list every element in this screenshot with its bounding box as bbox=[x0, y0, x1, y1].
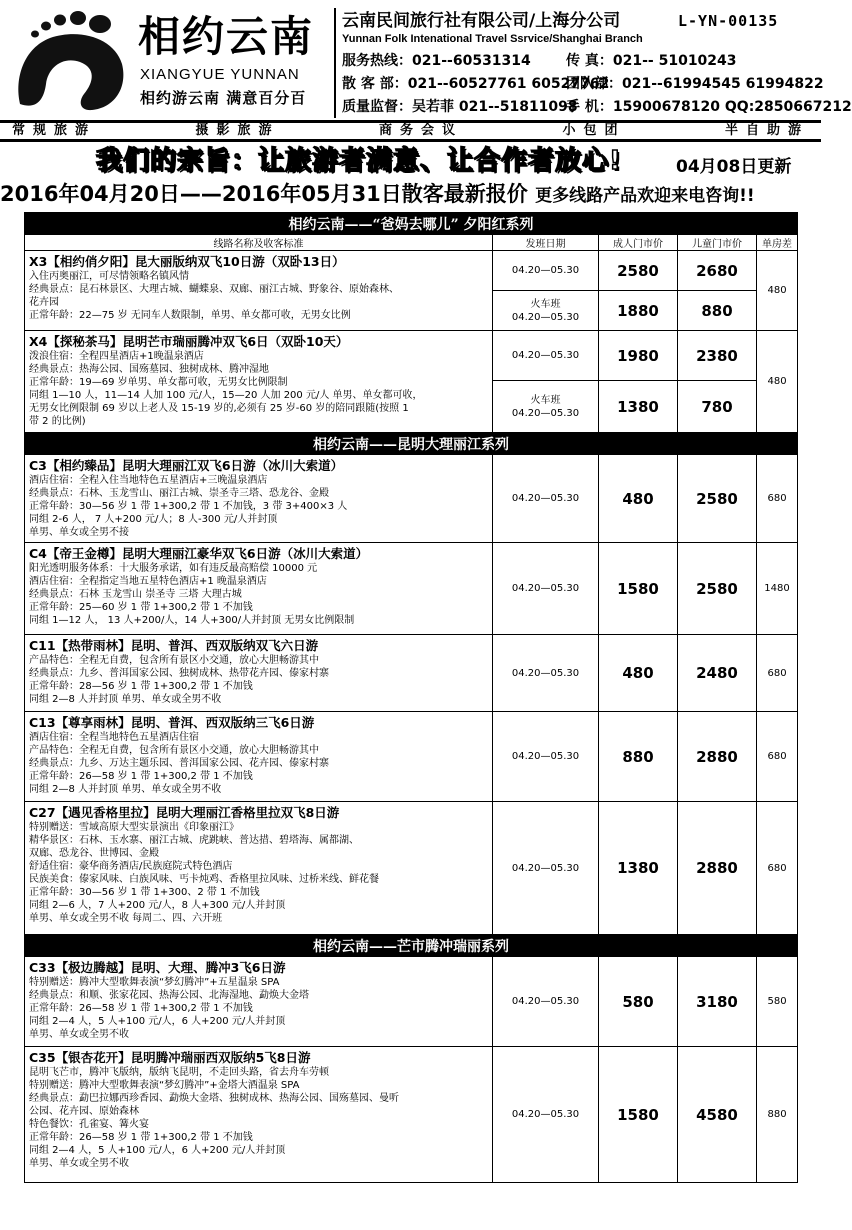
section-title: 相约云南——芒市腾冲瑞丽系列 bbox=[25, 935, 798, 957]
route-detail-line: 同组 1—10 人，11—14 人加 100 元/人，15—20 人加 200 元/人 单男、单女都可收， bbox=[29, 390, 423, 401]
service-item: 摄影旅游 bbox=[195, 123, 280, 138]
departure-date: 04.20—05.30 bbox=[493, 802, 599, 935]
route-detail-line: 单男、单女或全男不收 bbox=[29, 1158, 129, 1169]
route-description bbox=[25, 802, 493, 935]
route-row bbox=[25, 1047, 798, 1183]
child-price: 2880 bbox=[678, 712, 757, 802]
route-detail-line: 单男、单女或全男不接 bbox=[29, 527, 129, 538]
route-detail-line: 经典景点：热海公园、国殇墓园、独树成林、腾冲湿地 bbox=[29, 364, 269, 375]
services-bar bbox=[0, 120, 821, 142]
route-detail-line: 正常年龄：30—56 岁 1 带 1+300、2 带 1 不加钱 bbox=[29, 887, 260, 898]
route-detail-line: 正常年龄：19—69 岁单男、单女都可收，无男女比例限制 bbox=[29, 377, 288, 388]
child-price: 2880 bbox=[678, 802, 757, 935]
section-title: 相约云南——“爸妈去哪儿” 夕阳红系列 bbox=[25, 213, 798, 235]
departure-date: 04.20—05.30 bbox=[493, 455, 599, 543]
route-detail-line: 酒店住宿：全程指定当地五星特色酒店+1 晚温泉酒店 bbox=[29, 576, 267, 587]
adult-price: 1880 bbox=[599, 291, 678, 331]
route-detail-line: 双廊、恐龙谷、世博园、金殿 bbox=[29, 848, 159, 859]
header-divider bbox=[334, 8, 336, 118]
route-row bbox=[25, 635, 798, 712]
section-header-row bbox=[25, 213, 798, 235]
column-header: 单房差 bbox=[757, 235, 798, 251]
route-row bbox=[25, 712, 798, 802]
child-price: 3180 bbox=[678, 957, 757, 1047]
column-header: 成人门市价 bbox=[599, 235, 678, 251]
route-detail-line: 阳光透明服务体系：十大服务承诺，如有违反最高赔偿 10000 元 bbox=[29, 563, 318, 574]
update-date: 04月08日更新 bbox=[676, 157, 792, 177]
route-description bbox=[25, 1047, 493, 1183]
section-header-row bbox=[25, 935, 798, 957]
more-routes-note: 更多线路产品欢迎来电咨询!! bbox=[535, 186, 755, 206]
service-item: 小包团 bbox=[562, 123, 626, 138]
route-description bbox=[25, 251, 493, 331]
route-detail-line: 经典景点：九乡、普洱国家公园、独树成林、热带花卉园、傣家村寨 bbox=[29, 668, 329, 679]
route-detail-line: 同组 2-6 人， 7 人+200 元/人；8 人-300 元/人并封顶 bbox=[29, 514, 278, 525]
service-hotline: 服务热线：021--60531314 bbox=[342, 53, 531, 69]
route-description bbox=[25, 635, 493, 712]
route-detail-line: 精华景区：石林、玉水寨、丽江古城、虎跳峡、普达措、碧塔海、属都湖、 bbox=[29, 835, 359, 846]
service-item: 半自助游 bbox=[724, 123, 809, 138]
route-title: X4【探秘茶马】昆明芒市瑞丽腾冲双飞6日（双卧10天） bbox=[29, 334, 349, 349]
route-row bbox=[25, 957, 798, 1047]
route-title: X3【相约俏夕阳】昆大丽版纳双飞10日游（双卧13日） bbox=[29, 254, 345, 269]
route-description bbox=[25, 543, 493, 635]
single-supplement: 580 bbox=[757, 957, 798, 1047]
single-supplement: 480 bbox=[757, 251, 798, 331]
route-detail-line: 经典景点：勐巴拉娜西珍香园、勐焕大金塔、独树成林、热海公园、国殇墓园、曼听 bbox=[29, 1093, 399, 1104]
single-supplement: 1480 bbox=[757, 543, 798, 635]
route-detail-line: 正常年龄：25—60 岁 1 带 1+300,2 带 1 不加钱 bbox=[29, 602, 253, 613]
route-detail-line: 经典景点：和顺、张家花园、热海公园、北海湿地、勐焕大金塔 bbox=[29, 990, 309, 1001]
departure-date: 04.20—05.30 bbox=[493, 543, 599, 635]
route-detail-line: 产品特色：全程无自费，包含所有景区小交通，放心大胆畅游其中 bbox=[29, 745, 319, 756]
license-code: L-YN-00135 bbox=[678, 12, 779, 30]
route-detail-line: 无男女比例限制 69 岁以上老人及 15-19 岁的,必须有 25 岁-60 岁的陪同跟随(按照 1 bbox=[29, 403, 409, 414]
route-row bbox=[25, 455, 798, 543]
route-detail-line: 泼浪住宿：全程四星酒店+1晚温泉酒店 bbox=[29, 351, 204, 362]
route-detail-line: 单男、单女或全男不收 bbox=[29, 1029, 129, 1040]
price-period-text: 2016年04月20日——2016年05月31日散客最新报价 bbox=[0, 182, 528, 206]
departure-date: 04.20—05.30 bbox=[493, 957, 599, 1047]
section-title: 相约云南——昆明大理丽江系列 bbox=[25, 433, 798, 455]
adult-price: 580 bbox=[599, 957, 678, 1047]
adult-price: 1580 bbox=[599, 543, 678, 635]
column-header: 儿童门市价 bbox=[678, 235, 757, 251]
mobile-qq: 手 机：15900678120 QQ:2850667212 bbox=[566, 99, 852, 115]
motto: 我们的宗旨：让旅游者满意、让合作者放心! bbox=[96, 146, 622, 176]
route-title: C11【热带雨林】昆明、普洱、西双版纳双飞六日游 bbox=[29, 638, 319, 653]
route-row bbox=[25, 543, 798, 635]
adult-price: 480 bbox=[599, 455, 678, 543]
single-supplement: 880 bbox=[757, 1047, 798, 1183]
column-header: 线路名称及收客标准 bbox=[25, 235, 493, 251]
departure-date: 04.20—05.30 bbox=[493, 251, 599, 291]
route-detail-line: 特别赠送：腾冲大型歌舞表演“梦幻腾冲”+金塔大酒温泉 SPA bbox=[29, 1080, 300, 1091]
group-dept-phone: 团队部：021--61994545 61994822 bbox=[566, 76, 824, 92]
route-detail-line: 产品特色：全程无自费，包含所有景区小交通，放心大胆畅游其中 bbox=[29, 655, 319, 666]
company-name-en: Yunnan Folk Intenational Travel Ssrvice/Shanghai Branch bbox=[342, 33, 643, 45]
route-title: C4【帝王金樽】昆明大理丽江豪华双飞6日游（冰川大索道） bbox=[29, 546, 369, 561]
child-price: 780 bbox=[678, 381, 757, 433]
route-detail-line: 同组 2—4 人，5 人+100 元/人，6 人+200 元/人并封顶 bbox=[29, 1145, 286, 1156]
fax: 传 真：021-- 51010243 bbox=[566, 53, 737, 69]
route-detail-line: 同组 2—8 人并封顶 单男、单女或全男不收 bbox=[29, 784, 222, 795]
route-detail-line: 正常年龄：26—58 岁 1 带 1+300,2 带 1 不加钱 bbox=[29, 1132, 253, 1143]
route-description bbox=[25, 331, 493, 433]
route-detail-line: 入住丙奥丽江，可尽情领略名镇风情 bbox=[29, 271, 189, 282]
child-price: 4580 bbox=[678, 1047, 757, 1183]
adult-price: 1580 bbox=[599, 1047, 678, 1183]
route-detail-line: 正常年龄：26—58 岁 1 带 1+300,2 带 1 不加钱 bbox=[29, 771, 253, 782]
route-detail-line: 公园、花卉园、原始森林 bbox=[29, 1106, 139, 1117]
route-detail-line: 酒店住宿：全程入住当地特色五星酒店+三晚温泉酒店 bbox=[29, 475, 268, 486]
route-detail-line: 正常年龄：30—56 岁 1 带 1+300,2 带 1 不加钱，3 带 3+400×3 人 bbox=[29, 501, 348, 512]
brand-name-en: XIANGYUE YUNNAN bbox=[140, 66, 300, 83]
route-detail-line: 特别赠送：腾冲大型歌舞表演“梦幻腾冲”+五星温泉 SPA bbox=[29, 977, 280, 988]
route-detail-line: 经典景点：石林、玉龙雪山、丽江古城、崇圣寺三塔、恐龙谷、金殿 bbox=[29, 488, 329, 499]
child-price: 2480 bbox=[678, 635, 757, 712]
single-supplement: 680 bbox=[757, 635, 798, 712]
route-detail-line: 同组 1—12 人， 13 人+200/人，14 人+300/人并封顶 无男女比例限制 bbox=[29, 615, 355, 626]
route-detail-line: 经典景点：九乡、万达主题乐园、普洱国家公园、花卉园、傣家村寨 bbox=[29, 758, 329, 769]
adult-price: 1380 bbox=[599, 381, 678, 433]
child-price: 2580 bbox=[678, 455, 757, 543]
route-detail-line: 同组 2—4 人，5 人+100 元/人，6 人+200 元/人并封顶 bbox=[29, 1016, 286, 1027]
brand-slogan: 相约游云南 满意百分百 bbox=[140, 89, 307, 107]
route-detail-line: 单男、单女或全男不收 每周二、四、六开班 bbox=[29, 913, 223, 924]
route-description bbox=[25, 957, 493, 1047]
route-detail-line: 正常年龄：22—75 岁 无同车人数限制，单男、单女都可收，无男女比例 bbox=[29, 310, 351, 321]
quality-supervision: 质量监督：吴若菲 021--51811098 bbox=[342, 99, 578, 115]
route-title: C35【银杏花开】昆明腾冲瑞丽西双版纳5飞8日游 bbox=[29, 1050, 311, 1065]
adult-price: 880 bbox=[599, 712, 678, 802]
child-price: 2380 bbox=[678, 331, 757, 381]
departure-date: 04.20—05.30 bbox=[493, 331, 599, 381]
route-detail-line: 特色餐饮：孔雀宴、篝火宴 bbox=[29, 1119, 149, 1130]
departure-date: 04.20—05.30 bbox=[493, 635, 599, 712]
route-row bbox=[25, 802, 798, 935]
route-detail-line: 经典景点：昆石林景区、大理古城、蝴蝶泉、双廊、丽江古城、野象谷、原始森林、 bbox=[29, 284, 399, 295]
column-header: 发班日期 bbox=[493, 235, 599, 251]
price-table bbox=[24, 212, 798, 1183]
adult-price: 1380 bbox=[599, 802, 678, 935]
route-title: C13【尊享雨林】昆明、普洱、西双版纳三飞6日游 bbox=[29, 715, 315, 730]
departure-date: 火车班 04.20—05.30 bbox=[493, 381, 599, 433]
route-row bbox=[25, 331, 798, 381]
departure-date: 火车班 04.20—05.30 bbox=[493, 291, 599, 331]
header bbox=[0, 0, 852, 118]
service-item: 商务会议 bbox=[378, 123, 463, 138]
adult-price: 480 bbox=[599, 635, 678, 712]
route-title: C3【相约臻品】昆明大理丽江双飞6日游（冰川大索道） bbox=[29, 458, 344, 473]
route-detail-line: 带 2 的比例) bbox=[29, 416, 86, 427]
route-detail-line: 舒适住宿：豪华商务酒店/民族庭院式特色酒店 bbox=[29, 861, 233, 872]
route-description bbox=[25, 712, 493, 802]
departure-date: 04.20—05.30 bbox=[493, 712, 599, 802]
footprint-logo-icon bbox=[10, 8, 132, 112]
route-detail-line: 昆明飞芒市，腾冲飞版纳，版纳飞昆明，不走回头路，省去舟车劳顿 bbox=[29, 1067, 329, 1078]
adult-price: 2580 bbox=[599, 251, 678, 291]
route-description bbox=[25, 455, 493, 543]
service-item: 常规旅游 bbox=[12, 123, 97, 138]
departure-date: 04.20—05.30 bbox=[493, 1047, 599, 1183]
child-price: 880 bbox=[678, 291, 757, 331]
route-detail-line: 同组 2—8 人并封顶 单男、单女或全男不收 bbox=[29, 694, 222, 705]
route-title: C27【遇见香格里拉】昆明大理丽江香格里拉双飞8日游 bbox=[29, 805, 340, 820]
route-title: C33【极边腾越】昆明、大理、腾冲3飞6日游 bbox=[29, 960, 286, 975]
column-header-row bbox=[25, 235, 798, 251]
single-supplement: 480 bbox=[757, 331, 798, 433]
child-price: 2580 bbox=[678, 543, 757, 635]
single-supplement: 680 bbox=[757, 455, 798, 543]
price-period bbox=[0, 180, 755, 210]
route-detail-line: 经典景点：石林 玉龙雪山 崇圣寺 三塔 大理古城 bbox=[29, 589, 242, 600]
route-detail-line: 酒店住宿：全程当地特色五星酒店住宿 bbox=[29, 732, 199, 743]
individual-dept-phone: 散 客 部：021--60527761 60527762 bbox=[342, 76, 610, 92]
route-detail-line: 特别赠送：雪域高原大型实景演出《印象丽江》 bbox=[29, 822, 239, 833]
child-price: 2680 bbox=[678, 251, 757, 291]
route-detail-line: 正常年龄：28—56 岁 1 带 1+300,2 带 1 不加钱 bbox=[29, 681, 253, 692]
single-supplement: 680 bbox=[757, 802, 798, 935]
route-detail-line: 民族美食：傣家风味、白族风味、丐卡炖鸡、香格里拉风味、过桥米线、鲜花餐 bbox=[29, 874, 379, 885]
single-supplement: 680 bbox=[757, 712, 798, 802]
adult-price: 1980 bbox=[599, 331, 678, 381]
route-detail-line: 花卉园 bbox=[29, 297, 59, 308]
route-detail-line: 正常年龄：26—58 岁 1 带 1+300,2 带 1 不加钱 bbox=[29, 1003, 253, 1014]
route-row bbox=[25, 251, 798, 291]
route-detail-line: 同组 2—6 人，7 人+200 元/人，8 人+300 元/人并封顶 bbox=[29, 900, 286, 911]
section-header-row bbox=[25, 433, 798, 455]
brand-name: 相约云南 bbox=[138, 12, 315, 61]
company-name: 云南民间旅行社有限公司/上海分公司 bbox=[342, 11, 621, 31]
